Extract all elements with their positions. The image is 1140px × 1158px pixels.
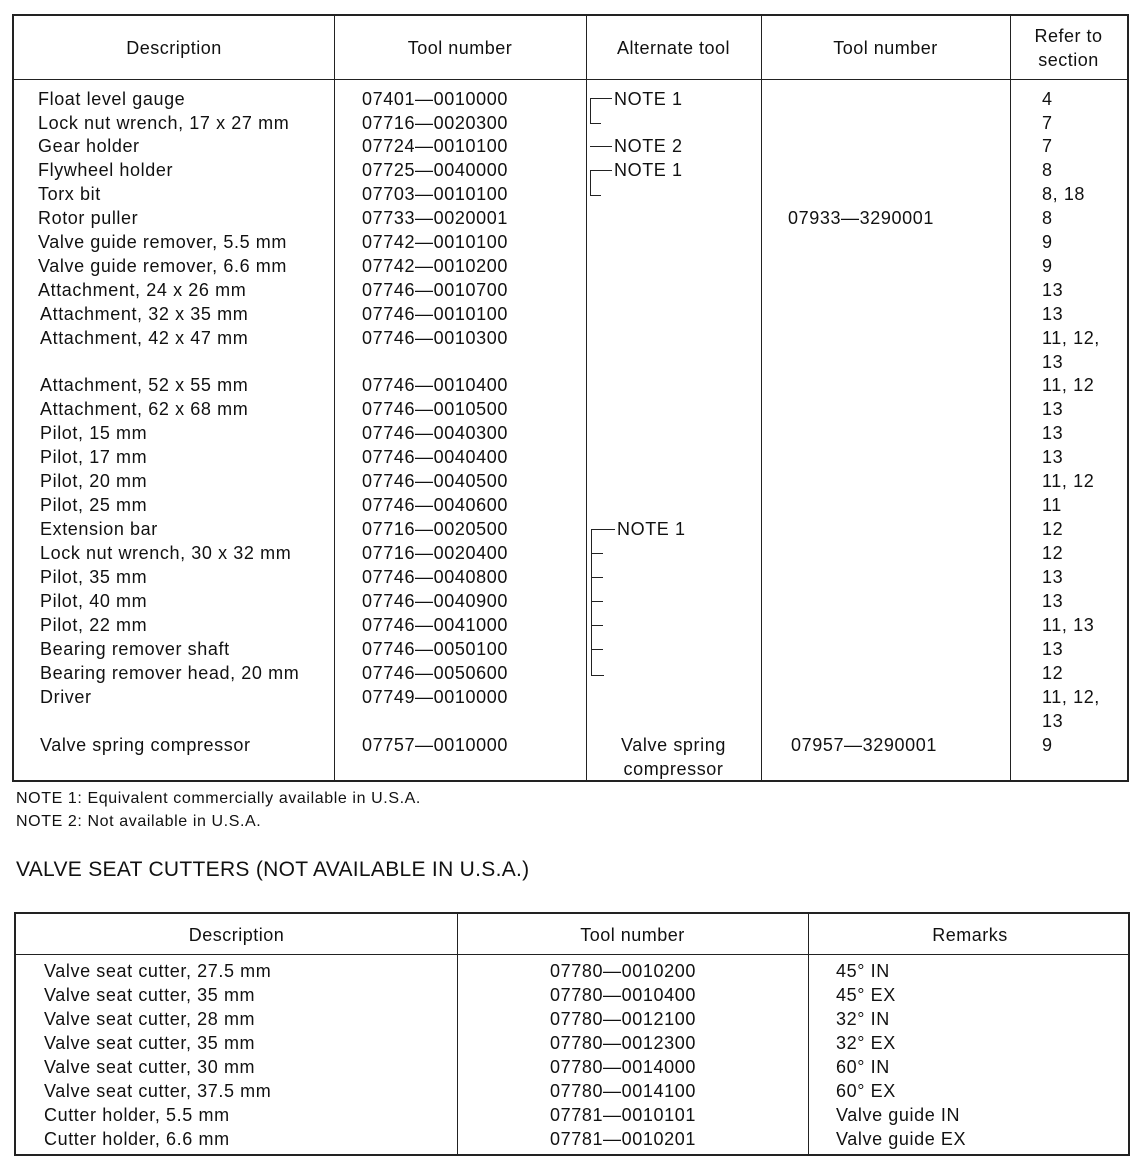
tool-number: 07746—0010500 xyxy=(362,399,508,419)
tool-description: Attachment, 24 x 26 mm xyxy=(38,280,247,300)
tool-number: 07724—0010100 xyxy=(362,136,508,156)
refer-to-section: 13 xyxy=(1042,304,1064,324)
column-divider xyxy=(808,914,809,1154)
tool-description: Pilot, 22 mm xyxy=(40,615,148,635)
tool-number: 07746—0010100 xyxy=(362,304,508,324)
tool-number: 07746—0040800 xyxy=(362,567,508,587)
note-bracket-tick xyxy=(591,577,603,578)
header-description: Description xyxy=(126,38,222,58)
special-tools-table xyxy=(12,14,1129,782)
refer-to-section: 8 xyxy=(1042,208,1053,228)
tool-number: 07716—0020500 xyxy=(362,519,508,539)
cutter-remarks: 45° EX xyxy=(836,985,896,1005)
refer-to-section: 7 xyxy=(1042,136,1053,156)
cutter-tool-number: 07780—0012100 xyxy=(550,1009,696,1029)
tool-number: 07757—0010000 xyxy=(362,735,508,755)
tool-number: 07749—0010000 xyxy=(362,687,508,707)
header-tool-number: Tool number xyxy=(580,925,685,945)
cutter-description: Valve seat cutter, 27.5 mm xyxy=(44,961,272,981)
cutter-description: Cutter holder, 5.5 mm xyxy=(44,1105,230,1125)
refer-to-section: 13 xyxy=(1042,567,1064,587)
refer-to-section: 9 xyxy=(1042,232,1053,252)
tool-description: Lock nut wrench, 30 x 32 mm xyxy=(40,543,292,563)
tool-description: Pilot, 40 mm xyxy=(40,591,148,611)
refer-to-section: 13 xyxy=(1042,639,1064,659)
cutter-tool-number: 07780—0014100 xyxy=(550,1081,696,1101)
note-bracket xyxy=(590,98,601,124)
refer-to-section: 7 xyxy=(1042,113,1053,133)
cutter-tool-number: 07780—0010400 xyxy=(550,985,696,1005)
tool-number: 07742—0010100 xyxy=(362,232,508,252)
tool-description: Torx bit xyxy=(38,184,101,204)
cutter-remarks: 32° IN xyxy=(836,1009,890,1029)
note-bracket xyxy=(590,170,601,196)
refer-to-section: 11 xyxy=(1042,495,1062,515)
section-heading: VALVE SEAT CUTTERS (NOT AVAILABLE IN U.S.A.) xyxy=(16,858,530,881)
refer-to-section: 11, 12, 13 xyxy=(1042,328,1100,372)
refer-to-section: 4 xyxy=(1042,89,1053,109)
column-divider xyxy=(1010,16,1011,780)
note-bracket-tick xyxy=(591,649,603,650)
tool-description: Attachment, 32 x 35 mm xyxy=(40,304,249,324)
column-divider xyxy=(586,16,587,780)
refer-to-section: 11, 12, 13 xyxy=(1042,687,1100,731)
tool-description: Valve spring compressor xyxy=(40,735,251,755)
refer-to-section: 9 xyxy=(1042,256,1053,276)
note-bracket-tick xyxy=(600,170,612,171)
footnote-2: NOTE 2: Not available in U.S.A. xyxy=(16,813,262,830)
cutter-remarks: 60° EX xyxy=(836,1081,896,1101)
tool-description: Pilot, 15 mm xyxy=(40,423,148,443)
alternate-tool-number: 07933—3290001 xyxy=(788,208,934,228)
tool-number: 07746—0040600 xyxy=(362,495,508,515)
note-bracket-tick xyxy=(591,625,603,626)
tool-number: 07746—0010700 xyxy=(362,280,508,300)
tool-description: Bearing remover shaft xyxy=(40,639,230,659)
refer-to-section: 13 xyxy=(1042,423,1064,443)
note-bracket-tick xyxy=(591,601,603,602)
cutter-tool-number: 07780—0014000 xyxy=(550,1057,696,1077)
tool-number: 07746—0041000 xyxy=(362,615,508,635)
column-divider xyxy=(334,16,335,780)
note-bracket-tick xyxy=(591,553,603,554)
column-divider xyxy=(761,16,762,780)
tool-description: Float level gauge xyxy=(38,89,186,109)
cutter-remarks: Valve guide IN xyxy=(836,1105,961,1125)
tool-description: Rotor puller xyxy=(38,208,139,228)
refer-to-section: 9 xyxy=(1042,735,1053,755)
tool-number: 07703—0010100 xyxy=(362,184,508,204)
tool-description: Bearing remover head, 20 mm xyxy=(40,663,300,683)
cutter-tool-number: 07780—0012300 xyxy=(550,1033,696,1053)
tool-description: Pilot, 25 mm xyxy=(40,495,148,515)
tool-description: Lock nut wrench, 17 x 27 mm xyxy=(38,113,290,133)
alternate-tool-number: 07957—3290001 xyxy=(791,735,937,755)
header-tool-number: Tool number xyxy=(407,38,513,58)
tool-description: Gear holder xyxy=(38,136,140,156)
tool-number: 07746—0010400 xyxy=(362,375,508,395)
refer-to-section: 13 xyxy=(1042,280,1064,300)
cutter-remarks: 45° IN xyxy=(836,961,890,981)
cutter-description: Valve seat cutter, 28 mm xyxy=(44,1009,256,1029)
refer-to-section: 12 xyxy=(1042,543,1064,563)
cutter-tool-number: 07781—0010201 xyxy=(550,1129,696,1149)
alternate-tool-note: NOTE 2 xyxy=(614,136,683,156)
tool-description: Driver xyxy=(40,687,92,707)
tool-description: Pilot, 17 mm xyxy=(40,447,148,467)
tool-description: Flywheel holder xyxy=(38,160,174,180)
refer-to-section: 8 xyxy=(1042,160,1053,180)
note-bracket xyxy=(591,529,604,676)
tool-description: Pilot, 35 mm xyxy=(40,567,148,587)
cutter-remarks: 60° IN xyxy=(836,1057,890,1077)
tool-description: Extension bar xyxy=(40,519,158,539)
tool-description: Pilot, 20 mm xyxy=(40,471,148,491)
tool-description: Attachment, 62 x 68 mm xyxy=(40,399,249,419)
refer-to-section: 11, 13 xyxy=(1042,615,1095,635)
cutter-tool-number: 07780—0010200 xyxy=(550,961,696,981)
cutter-description: Valve seat cutter, 35 mm xyxy=(44,985,256,1005)
tool-number: 07746—0040300 xyxy=(362,423,508,443)
refer-to-section: 13 xyxy=(1042,591,1064,611)
tool-description: Attachment, 52 x 55 mm xyxy=(40,375,249,395)
cutter-description: Cutter holder, 6.6 mm xyxy=(44,1129,230,1149)
note-bracket-tick xyxy=(600,98,612,99)
alternate-tool-note: NOTE 1 xyxy=(614,160,683,180)
alternate-tool-note: NOTE 1 xyxy=(617,519,686,539)
tool-number: 07725—0040000 xyxy=(362,160,508,180)
cutter-remarks: Valve guide EX xyxy=(836,1129,967,1149)
refer-to-section: 12 xyxy=(1042,519,1064,539)
tool-number: 07746—0040900 xyxy=(362,591,508,611)
cutter-description: Valve seat cutter, 35 mm xyxy=(44,1033,256,1053)
refer-to-section: 8, 18 xyxy=(1042,184,1086,204)
tool-description: Attachment, 42 x 47 mm xyxy=(40,328,249,348)
refer-to-section: 13 xyxy=(1042,447,1064,467)
tool-number: 07401—0010000 xyxy=(362,89,508,109)
header-description: Description xyxy=(188,925,285,945)
refer-to-section: 13 xyxy=(1042,399,1064,419)
cutter-remarks: 32° EX xyxy=(836,1033,896,1053)
tool-description: Valve guide remover, 5.5 mm xyxy=(38,232,287,252)
refer-to-section: 11, 12 xyxy=(1042,471,1095,491)
header-refer-to-section: Refer to section xyxy=(1034,26,1103,70)
refer-to-section: 12 xyxy=(1042,663,1064,683)
tool-number: 07716—0020300 xyxy=(362,113,508,133)
refer-to-section: 11, 12 xyxy=(1042,375,1095,395)
header-remarks: Remarks xyxy=(932,925,1008,945)
tool-number: 07746—0040400 xyxy=(362,447,508,467)
tool-number: 07742—0010200 xyxy=(362,256,508,276)
cutter-tool-number: 07781—0010101 xyxy=(550,1105,696,1125)
tool-number: 07746—0040500 xyxy=(362,471,508,491)
tool-description: Valve guide remover, 6.6 mm xyxy=(38,256,287,276)
footnote-1: NOTE 1: Equivalent commercially available in U.S.A. xyxy=(16,790,421,807)
tool-number: 07746—0050600 xyxy=(362,663,508,683)
cutter-description: Valve seat cutter, 30 mm xyxy=(44,1057,256,1077)
tool-number: 07716—0020400 xyxy=(362,543,508,563)
alternate-tool: Valve spring compressor xyxy=(621,735,726,779)
note-bracket-tick xyxy=(590,146,612,147)
cutter-description: Valve seat cutter, 37.5 mm xyxy=(44,1081,272,1101)
tool-number: 07733—0020001 xyxy=(362,208,508,228)
header-alternate-tool: Alternate tool xyxy=(616,38,731,58)
header-alt-tool-number: Tool number xyxy=(833,38,938,58)
header-divider xyxy=(16,954,1128,955)
tool-number: 07746—0050100 xyxy=(362,639,508,659)
tool-number: 07746—0010300 xyxy=(362,328,508,348)
alternate-tool-note: NOTE 1 xyxy=(614,89,683,109)
note-bracket-tick xyxy=(603,529,615,530)
column-divider xyxy=(457,914,458,1154)
valve-seat-cutters-table xyxy=(14,912,1130,1156)
header-divider xyxy=(14,79,1127,80)
